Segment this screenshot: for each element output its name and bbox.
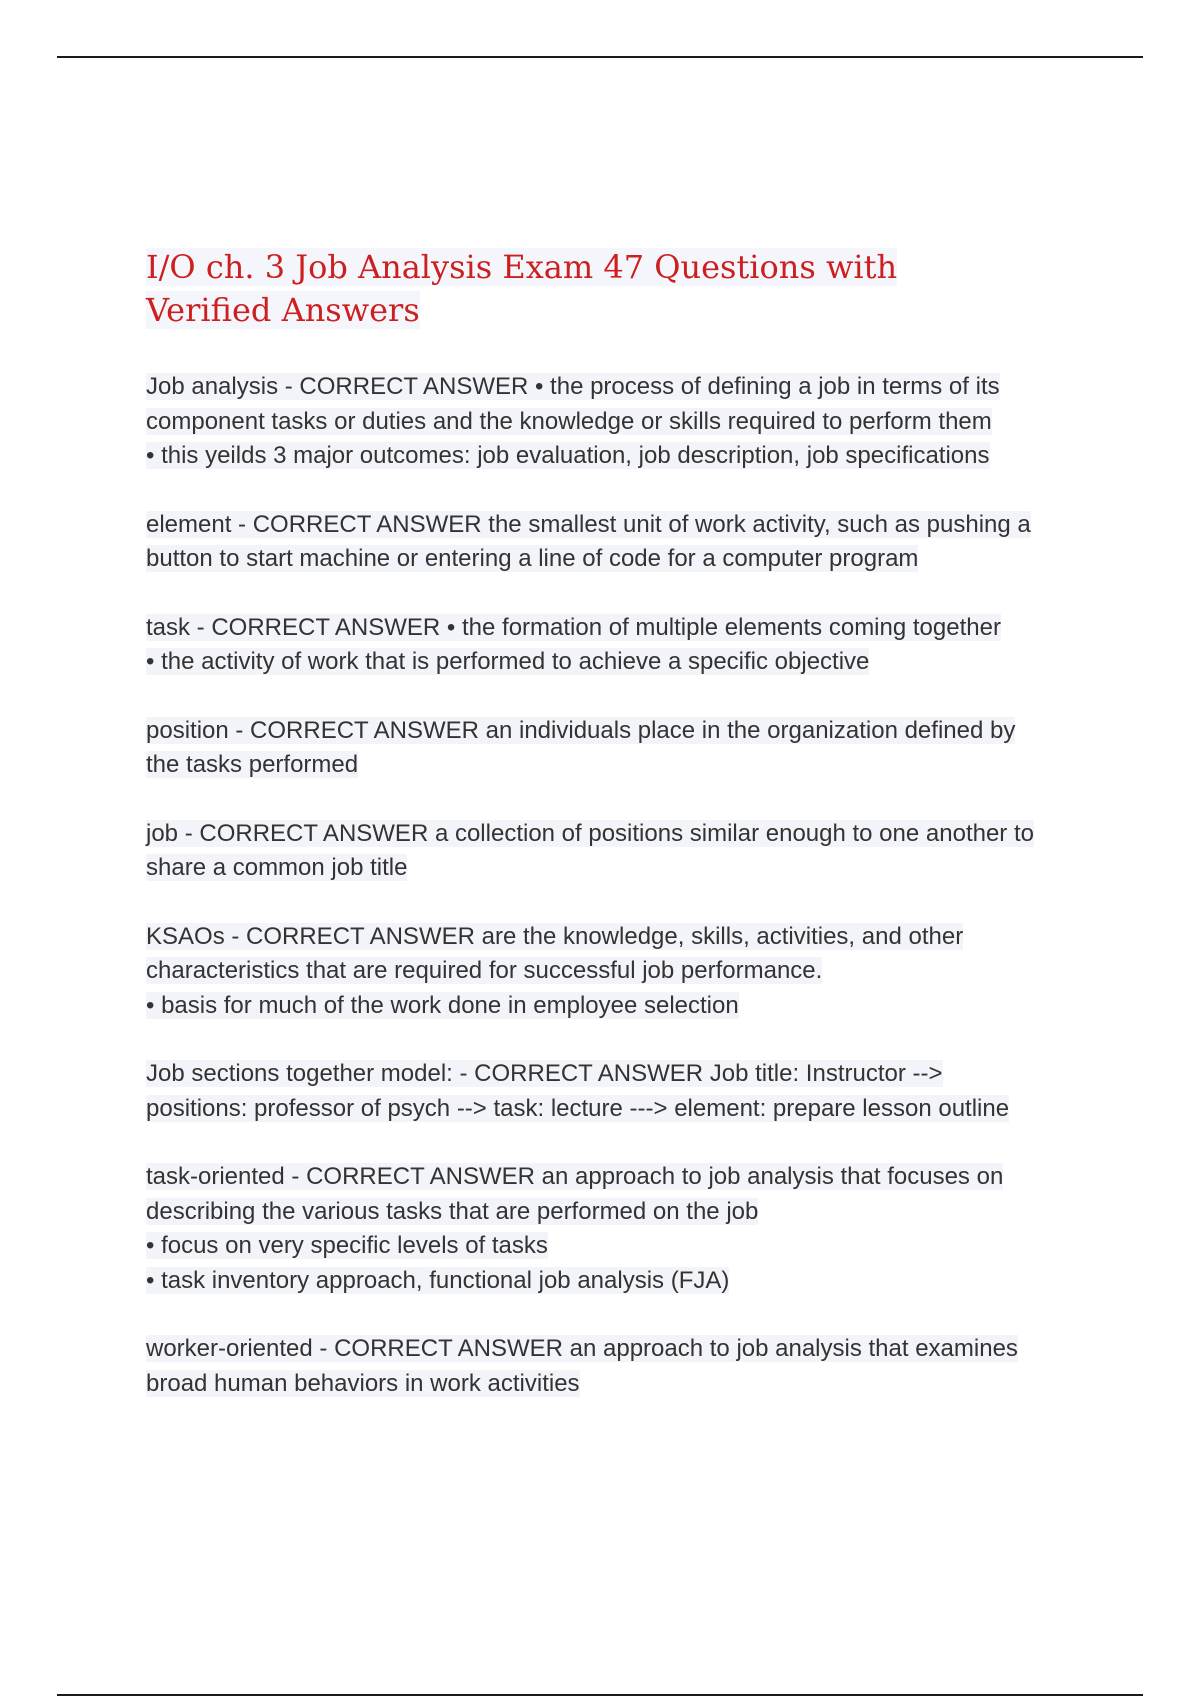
entry-line: broad human behaviors in work activities <box>146 1369 580 1397</box>
document-body <box>146 246 1106 1435</box>
entry-line: KSAOs - CORRECT ANSWER are the knowledge, skills, activities, and other <box>146 922 964 950</box>
entry-line: component tasks or duties and the knowledge or skills required to perform them <box>146 407 992 435</box>
entry-line: positions: professor of psych --> task: lecture ---> element: prepare lesson outline <box>146 1094 1010 1122</box>
entry-job <box>146 817 1106 886</box>
entry-line: • focus on very specific levels of tasks <box>146 1232 548 1259</box>
entry-line: worker-oriented - CORRECT ANSWER an approach to job analysis that examines <box>146 1335 1018 1362</box>
entry-line: task-oriented - CORRECT ANSWER an approach to job analysis that focuses on <box>146 1163 1004 1190</box>
entry-line: position - CORRECT ANSWER an individuals place in the organization defined by <box>146 716 1016 744</box>
entry-line: element - CORRECT ANSWER the smallest unit of work activity, such as pushing a <box>146 510 1031 538</box>
entry-line: • task inventory approach, functional job analysis (FJA) <box>146 1266 730 1294</box>
entry-line: characteristics that are required for successful job performance. <box>146 957 823 984</box>
entry-job-sections-model <box>146 1057 1106 1126</box>
entry-task <box>146 611 1106 680</box>
entry-line: job - CORRECT ANSWER a collection of positions similar enough to one another to <box>146 819 1034 847</box>
entry-line: • basis for much of the work done in employee selection <box>146 991 739 1019</box>
entry-line: share a common job title <box>146 854 408 881</box>
entry-line: Job sections together model: - CORRECT ANSWER Job title: Instructor --> <box>146 1060 943 1087</box>
entry-line: Job analysis - CORRECT ANSWER • the process of defining a job in terms of its <box>146 373 1000 400</box>
entry-line: button to start machine or entering a line of code for a computer program <box>146 545 919 572</box>
entry-task-oriented <box>146 1160 1106 1298</box>
entry-line: describing the various tasks that are performed on the job <box>146 1197 759 1225</box>
entry-line: the tasks performed <box>146 751 359 778</box>
entry-element <box>146 508 1106 577</box>
footer-rule <box>57 1694 1143 1696</box>
entry-ksaos <box>146 920 1106 1024</box>
entry-line: task - CORRECT ANSWER • the formation of multiple elements coming together <box>146 613 1001 641</box>
entry-position <box>146 714 1106 783</box>
entry-line: • this yeilds 3 major outcomes: job evaluation, job description, job specifications <box>146 442 990 469</box>
document-title: I/O ch. 3 Job Analysis Exam 47 Questions with Verified Answers <box>146 248 898 329</box>
entry-worker-oriented <box>146 1332 1106 1401</box>
header-rule <box>57 56 1143 58</box>
entry-line: • the activity of work that is performed to achieve a specific objective <box>146 648 870 675</box>
entry-job-analysis <box>146 370 1106 474</box>
